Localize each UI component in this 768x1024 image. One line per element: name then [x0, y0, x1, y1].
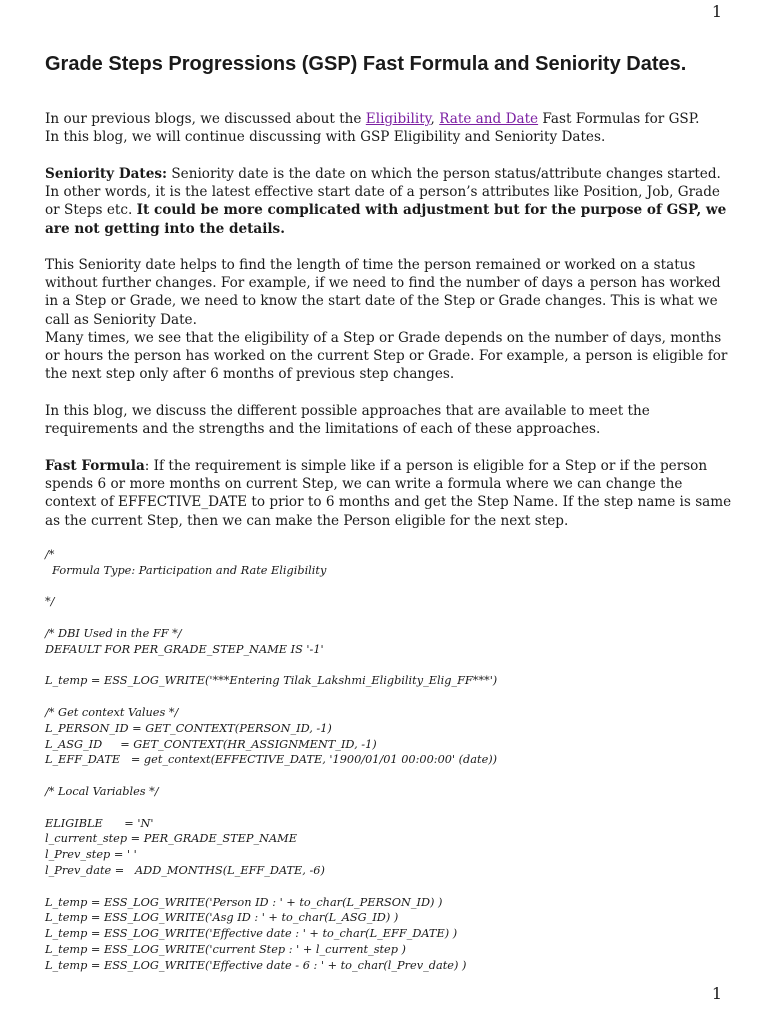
code-line: L_ASG_ID = GET_CONTEXT(HR_ASSIGNMENT_ID, -1) — [45, 737, 377, 751]
intro-separator: , — [430, 111, 440, 127]
paragraph-text: Many times, we see that the eligibility of a Step or Grade depends on the number of days, months or hours the person has worked on the current Step or Grade. For example, a person is eligible for the next step only after 6 months of previous step changes. — [45, 330, 728, 383]
code-line — [45, 800, 497, 816]
code-line: L_EFF_DATE = get_context(EFFECTIVE_DATE, '1900/01/01 00:00:00' (date)) — [45, 753, 498, 767]
code-line — [45, 658, 497, 674]
code-line: l_Prev_step = ' ' — [45, 848, 137, 862]
code-block — [45, 547, 497, 974]
code-line: */ — [45, 595, 55, 609]
approaches-paragraph — [45, 402, 735, 438]
code-line: L_PERSON_ID = GET_CONTEXT(PERSON_ID, -1) — [45, 721, 332, 735]
rate-and-date-link[interactable]: Rate and Date — [439, 111, 539, 127]
intro-line-1 — [45, 110, 735, 128]
intro-paragraph — [45, 110, 735, 146]
code-line: /* Get context Values */ — [45, 705, 179, 719]
code-line: /* — [45, 548, 55, 561]
intro-text-after: Fast Formulas for GSP. — [538, 111, 700, 127]
seniority-label: Seniority Dates: — [45, 166, 168, 182]
page-number-bottom: 1 — [711, 984, 722, 1003]
eligibility-link[interactable]: Eligibility — [365, 111, 431, 127]
fast-formula-text: : If the requirement is simple like if a person is eligible for a Step or if the person spends 6 or more months on current Step, we can write a formula where we can change the context of EFFECTIVE_DATE to prior to 6 months and get the Step Name. If the step name is same as the current Step, then we can make the Person eligible for the next step. — [45, 458, 732, 529]
seniority-explanation-paragraph — [45, 256, 735, 329]
code-line: L_temp = ESS_LOG_WRITE('Person ID : ' + to_char(L_PERSON_ID) ) — [45, 895, 443, 909]
paragraph-text: In this blog, we discuss the different possible approaches that are available to meet the requirements and the strengths and the limitations of each of these approaches. — [45, 403, 650, 438]
page-number-top: 1 — [711, 2, 722, 21]
fast-formula-paragraph — [45, 457, 735, 530]
code-line: l_current_step = PER_GRADE_STEP_NAME — [45, 832, 297, 846]
code-line: ELIGIBLE = 'N' — [45, 816, 154, 830]
code-line: L_temp = ESS_LOG_WRITE('Effective date - 6 : ' + to_char(l_Prev_date) ) — [45, 958, 467, 972]
seniority-bold-text: It could be more complicated with adjustment but for the purpose of GSP, we are not getting into the details. — [45, 202, 727, 237]
code-line — [45, 768, 497, 784]
fast-formula-label: Fast Formula — [45, 458, 145, 474]
intro-text-before: In our previous blogs, we discussed about the — [45, 111, 366, 127]
seniority-paragraph — [45, 165, 735, 238]
code-line: l_Prev_date = ADD_MONTHS(L_EFF_DATE, -6) — [45, 863, 325, 877]
eligibility-months-paragraph — [45, 329, 735, 384]
code-line: DEFAULT FOR PER_GRADE_STEP_NAME IS '-1' — [45, 642, 324, 656]
code-line: Formula Type: Participation and Rate Eligibility — [45, 563, 327, 577]
intro-line-2: In this blog, we will continue discussing with GSP Eligibility and Seniority Dates. — [45, 129, 606, 146]
paragraph-text: This Seniority date helps to find the length of time the person remained or worked on a status without further changes. For example, if we need to find the number of days a person has worked in a Step or Grade, we need to know the start date of the Step or Grade changes. This is what we call as Seniority Date. — [45, 257, 721, 328]
seniority-text: Seniority date is the date on which the person status/attribute changes started. In other words, it is the latest effective start date of a person’s attributes like Position, Job, Grade or Steps etc. — [45, 166, 721, 219]
code-line — [45, 879, 497, 895]
page-title: Grade Steps Progressions (GSP) Fast Formula and Seniority Dates. — [45, 53, 687, 75]
code-line: /* DBI Used in the FF */ — [45, 626, 182, 640]
code-line: /* Local Variables */ — [45, 784, 159, 798]
code-line — [45, 579, 497, 595]
code-line: L_temp = ESS_LOG_WRITE('current Step : ' + l_current_step ) — [45, 942, 406, 956]
code-line — [45, 610, 497, 626]
code-line — [45, 689, 497, 705]
code-line: L_temp = ESS_LOG_WRITE('***Entering Tilak_Lakshmi_Eligbility_Elig_FF***') — [45, 674, 498, 688]
code-line: L_temp = ESS_LOG_WRITE('Effective date : ' + to_char(L_EFF_DATE) ) — [45, 927, 458, 941]
code-line: L_temp = ESS_LOG_WRITE('Asg ID : ' + to_char(L_ASG_ID) ) — [45, 911, 399, 925]
